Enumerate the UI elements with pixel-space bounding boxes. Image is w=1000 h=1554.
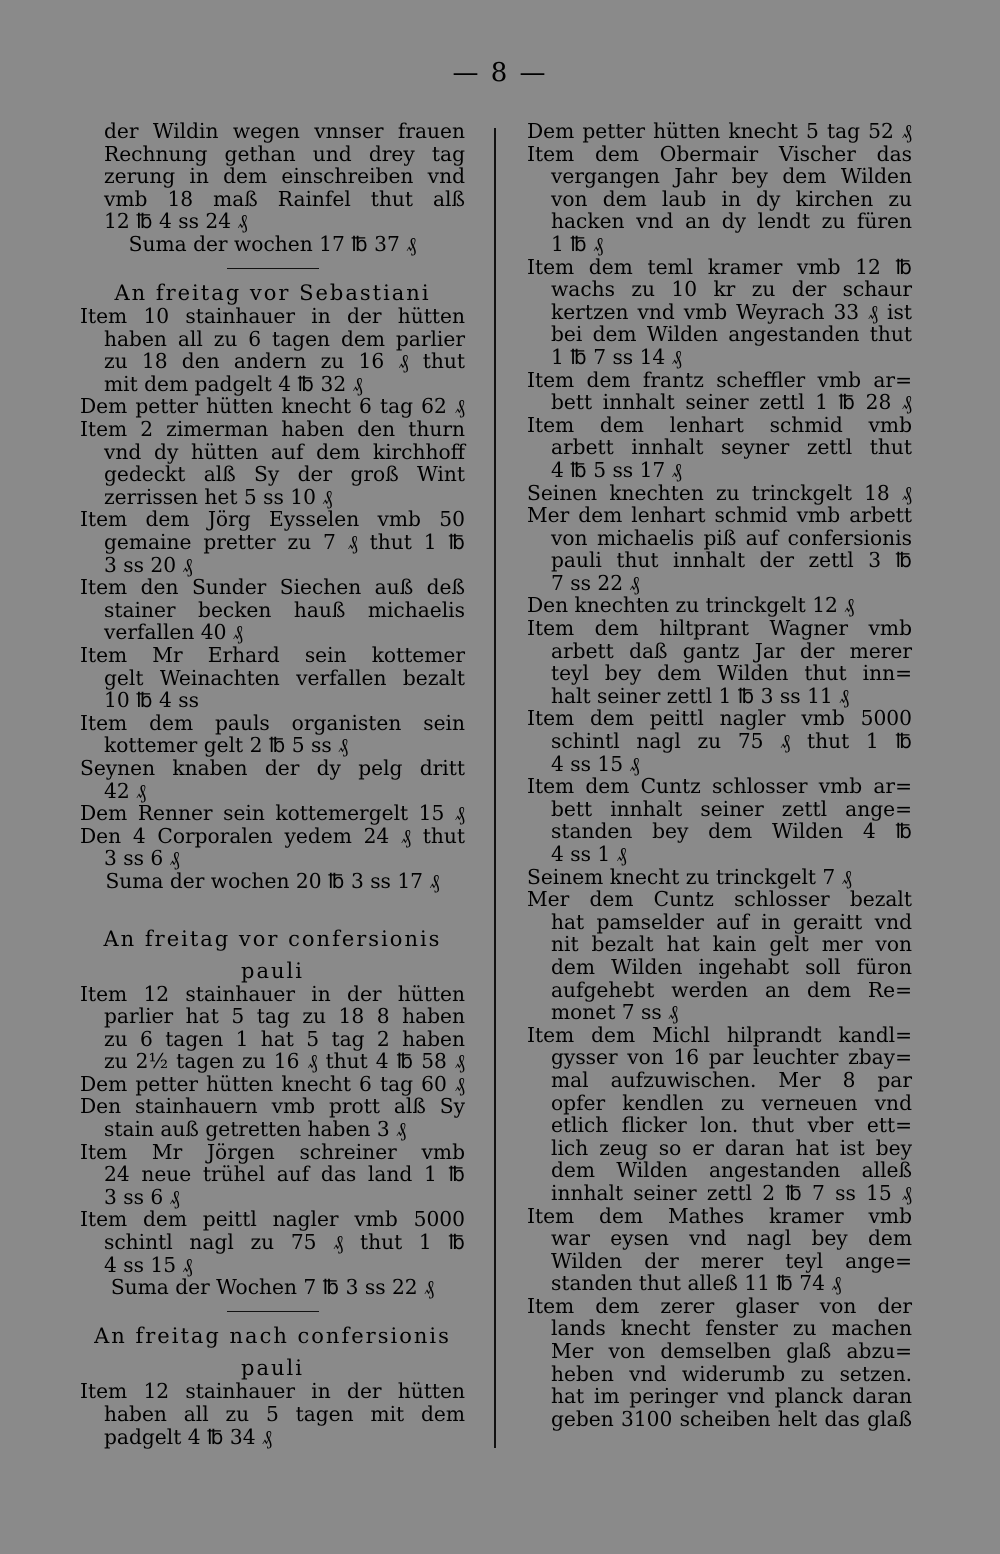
entry-line: Dem petter hütten knecht 6 tag 62 ₰ xyxy=(80,394,465,419)
entry-line: Wilden der merer teyl ange= xyxy=(551,1248,912,1273)
left-column xyxy=(80,120,465,1448)
entry-line: Item dem hiltprant Wagner vmb xyxy=(527,616,912,641)
entry-line: Item dem pauls organisten sein xyxy=(80,710,465,735)
entry-line: 12 ℔ 4 ss 24 ₰ xyxy=(104,209,248,234)
entry-line: Mer von demselben glaß abzu= xyxy=(551,1339,912,1364)
entry-line: Dem Renner sein kottemergelt 15 ₰ xyxy=(80,801,465,826)
entry-line: Item dem Obermair Vischer das xyxy=(527,141,912,166)
entry-line: wachs zu 10 kr zu der schaur xyxy=(551,277,912,302)
right-column xyxy=(527,120,912,1430)
entry-line: von michaelis piß auf confersionis xyxy=(551,525,912,550)
entry-line: Item dem Jörg Eysselen vmb 50 xyxy=(80,507,465,532)
entry-line: zerung in dem einschreiben vnd xyxy=(104,164,465,189)
entry-line: halt seiner zettl 1 ℔ 3 ss 11 ₰ xyxy=(551,683,850,708)
entry-line: Item 12 stainhauer in der hütten xyxy=(80,981,465,1006)
entry-line: Item dem frantz scheffler vmb ar= xyxy=(527,367,912,392)
entry-line: Mer dem Cuntz schlosser bezalt xyxy=(527,887,912,912)
entry-line: 3 ss 20 ₰ xyxy=(104,552,193,577)
entry-line: Mer dem lenhart schmid vmb arbett xyxy=(527,503,912,528)
entry-line: gemaine pretter zu 7 ₰ thut 1 ℔ xyxy=(104,530,465,554)
entry-line: hacken vnd an dy lendt zu füren xyxy=(551,209,912,234)
entry-line: Item dem peittl nagler vmb 5000 xyxy=(527,706,912,731)
entry-line: mal aufzuwischen. Mer 8 par xyxy=(551,1067,912,1092)
entry-line: 42 ₰ xyxy=(104,778,147,803)
entry-line: mit dem padgelt 4 ℔ 32 ₰ xyxy=(104,371,363,396)
entry-line: geben 3100 scheiben helt das glaß xyxy=(551,1406,912,1431)
entry-line: bei dem Wilden angestanden thut xyxy=(551,322,912,347)
entry-line: lich zeug so er daran hat ist bey xyxy=(551,1135,912,1160)
entry-line: Item dem Cuntz schlosser vmb ar= xyxy=(527,774,912,799)
entry-line: Suma der wochen 20 ℔ 3 ss 17 ₰ xyxy=(105,868,440,893)
entry-line: innhalt seiner zettl 2 ℔ 7 ss 15 ₰ xyxy=(551,1180,912,1205)
entry-line: Item dem teml kramer vmb 12 ℔ xyxy=(527,254,912,279)
section-heading: An freitag vor confersionis xyxy=(103,926,442,951)
entry-line: arbett innhalt seyner zettl thut xyxy=(551,435,912,460)
section-heading: pauli xyxy=(241,1356,304,1381)
entry-line: war eysen vnd nagl bey dem xyxy=(551,1226,912,1251)
entry-line: bett innhalt seiner zettl 1 ℔ 28 ₰ xyxy=(551,390,912,415)
entry-line: monet 7 ss ₰ xyxy=(551,1000,679,1025)
entry-line: vmb 18 maß Rainfel thut alß xyxy=(104,186,465,211)
entry-line: Item 10 stainhauer in der hütten xyxy=(80,304,465,329)
entry-line: parlier hat 5 tag zu 18 8 haben xyxy=(104,1004,465,1029)
entry-line: nit bezalt hat kain gelt mer von xyxy=(551,932,912,957)
entry-line: heben vnd widerumb zu setzen. xyxy=(551,1361,912,1386)
column-divider xyxy=(494,128,496,1448)
entry-line: Item dem peittl nagler vmb 5000 xyxy=(80,1207,465,1232)
entry-line: kottemer gelt 2 ℔ 5 ss ₰ xyxy=(104,733,349,758)
entry-line: Item dem zerer glaser von der xyxy=(527,1293,912,1318)
entry-line: Item Mr Erhard sein kottemer xyxy=(80,642,465,667)
entry-line: Dem petter hütten knecht 5 tag 52 ₰ xyxy=(527,119,912,143)
section-rule xyxy=(227,1311,319,1313)
entry-line: Den knechten zu trinckgelt 12 ₰ xyxy=(527,593,855,618)
entry-line: Dem petter hütten knecht 6 tag 60 ₰ xyxy=(80,1071,465,1096)
entry-line: gysser von 16 par leuchter zbay= xyxy=(551,1045,912,1070)
entry-line: kertzen vnd vmb Weyrach 33 ₰ ist xyxy=(551,299,912,324)
entry-line: 24 neue trühel auf das land 1 ℔ xyxy=(104,1162,465,1187)
entry-line: Rechnung gethan und drey tag xyxy=(104,141,465,166)
entry-line: verfallen 40 ₰ xyxy=(104,620,243,645)
entry-line: Item Mr Jörgen schreiner vmb xyxy=(80,1139,465,1164)
entry-line: schintl nagl zu 75 ₰ thut 1 ℔ xyxy=(104,1230,465,1255)
entry-line: Item den Sunder Siechen auß deß xyxy=(80,575,465,600)
entry-line: dem Wilden ingehabt soll füron xyxy=(551,954,912,979)
section-heading: pauli xyxy=(241,958,304,983)
entry-line: 4 ss 1 ₰ xyxy=(551,842,627,866)
entry-line: 1 ℔ ₰ xyxy=(551,231,604,256)
entry-line: zu 6 tagen 1 hat 5 tag 2 haben xyxy=(104,1026,465,1051)
section-heading: An freitag vor Sebastiani xyxy=(114,281,431,306)
entry-line: vnd dy hütten auf dem kirchhoff xyxy=(104,439,465,464)
entry-line: Item dem Mathes kramer vmb xyxy=(527,1203,912,1228)
entry-line: hat pamselder auf in geraitt vnd xyxy=(551,909,912,934)
entry-line: Item dem Michl hilprandt kandl= xyxy=(527,1022,912,1047)
entry-line: 1 ℔ 7 ss 14 ₰ xyxy=(551,344,682,369)
entry-line: arbett daß gantz Jar der merer xyxy=(551,638,912,663)
entry-line: Seinem knecht zu trinckgelt 7 ₰ xyxy=(527,864,852,889)
entry-line: 7 ss 22 ₰ xyxy=(551,570,640,595)
entry-line: Item 2 zimerman haben den thurn xyxy=(80,417,465,442)
entry-line: Den stainhauern vmb prott alß Sy xyxy=(80,1094,465,1119)
entry-line: padgelt 4 ℔ 34 ₰ xyxy=(104,1424,273,1449)
entry-line: der Wildin wegen vnnser frauen xyxy=(104,119,465,143)
entry-line: zu 2½ tagen zu 16 ₰ thut 4 ℔ 58 ₰ xyxy=(104,1049,465,1074)
entry-line: 10 ℔ 4 ss xyxy=(104,688,200,713)
entry-line: von dem laub in dy kirchen zu xyxy=(551,186,912,211)
entry-line: lands knecht fenster zu machen xyxy=(551,1316,912,1341)
entry-line: zu 18 den andern zu 16 ₰ thut xyxy=(104,349,465,374)
entry-line: gedeckt alß Sy der groß Wint xyxy=(104,462,465,487)
entry-line: gelt Weinachten verfallen bezalt xyxy=(104,665,465,690)
entry-line: standen bey dem Wilden 4 ℔ xyxy=(551,819,912,844)
entry-line: Den 4 Corporalen yedem 24 ₰ thut xyxy=(80,823,465,848)
entry-line: 4 ss 15 ₰ xyxy=(104,1252,193,1277)
entry-line: vergangen Jahr bey dem Wilden xyxy=(551,164,912,189)
entry-line: haben all zu 6 tagen dem parlier xyxy=(104,326,465,351)
entry-line: Seinen knechten zu trinckgelt 18 ₰ xyxy=(527,480,912,505)
entry-line: opfer kendlen zu verneuen vnd xyxy=(551,1090,912,1115)
section-heading: An freitag nach confersionis xyxy=(94,1324,451,1349)
entry-line: Suma der Wochen 7 ℔ 3 ss 22 ₰ xyxy=(110,1275,435,1300)
entry-line: pauli thut innhalt der zettl 3 ℔ xyxy=(551,548,912,573)
section-rule xyxy=(227,268,319,270)
entry-line: stain auß getretten haben 3 ₰ xyxy=(104,1117,407,1142)
entry-line: hat im peringer vnd planck daran xyxy=(551,1384,912,1409)
page-number: — 8 — xyxy=(452,58,548,88)
entry-line: Suma der wochen 17 ℔ 37 ₰ xyxy=(128,231,417,256)
entry-line: schintl nagl zu 75 ₰ thut 1 ℔ xyxy=(551,729,912,754)
entry-line: 3 ss 6 ₰ xyxy=(104,1184,180,1209)
entry-line: Seynen knaben der dy pelg dritt xyxy=(80,755,465,780)
entry-line: Item dem lenhart schmid vmb xyxy=(527,412,912,437)
entry-line: zerrissen het 5 ss 10 ₰ xyxy=(104,484,333,509)
entry-line: teyl bey dem Wilden thut inn= xyxy=(551,661,912,686)
entry-line: Item 12 stainhauer in der hütten xyxy=(80,1379,465,1404)
entry-line: 4 ss 15 ₰ xyxy=(551,751,640,776)
entry-line: 4 ℔ 5 ss 17 ₰ xyxy=(551,457,682,482)
entry-line: haben all zu 5 tagen mit dem xyxy=(104,1401,465,1426)
entry-line: stainer becken hauß michaelis xyxy=(104,597,465,622)
entry-line: aufgehebt werden an dem Re= xyxy=(551,977,912,1002)
entry-line: 3 ss 6 ₰ xyxy=(104,846,180,871)
entry-line: etlich flicker lon. thut vber ett= xyxy=(551,1113,912,1138)
entry-line: standen thut alleß 11 ℔ 74 ₰ xyxy=(551,1271,842,1296)
entry-line: bett innhalt seiner zettl ange= xyxy=(551,796,912,821)
section-gap xyxy=(80,893,465,919)
entry-line: dem Wilden angestanden alleß xyxy=(551,1158,912,1183)
